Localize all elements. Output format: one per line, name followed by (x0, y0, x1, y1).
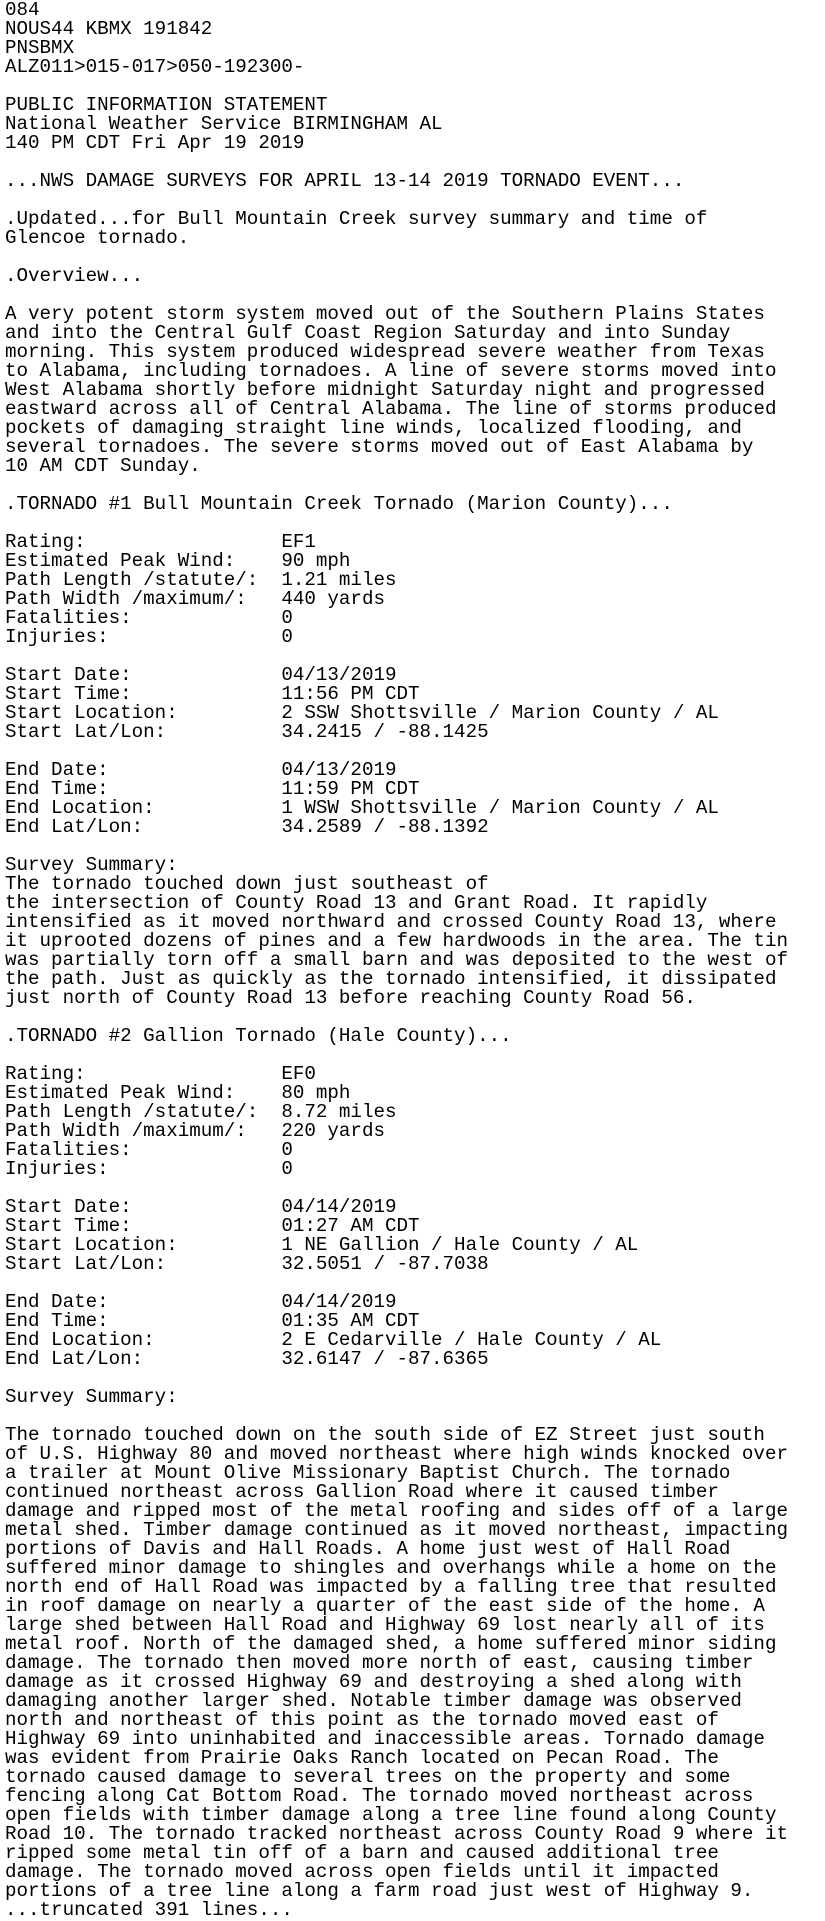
text-line: Start Time: 01:27 AM CDT (5, 1215, 420, 1237)
text-line: Injuries: 0 (5, 1158, 293, 1180)
text-line: several tornadoes. The severe storms moved out of East Alabama by (5, 436, 754, 458)
text-line: was partially torn off a small barn and was deposited to the west of (5, 949, 788, 971)
text-line: 084 (5, 0, 40, 21)
text-line: morning. This system produced widespread severe weather from Texas (5, 341, 765, 363)
text-line: National Weather Service BIRMINGHAM AL (5, 113, 443, 135)
text-line: West Alabama shortly before midnight Saturday night and progressed (5, 379, 765, 401)
text-line: Estimated Peak Wind: 80 mph (5, 1082, 351, 1104)
text-line: in roof damage on nearly a quarter of the east side of the home. A (5, 1595, 765, 1617)
text-line: Start Location: 1 NE Gallion / Hale County / AL (5, 1234, 639, 1256)
text-line: End Date: 04/13/2019 (5, 759, 397, 781)
text-line: ALZ011>015-017>050-192300- (5, 56, 305, 78)
text-line: Fatalities: 0 (5, 1139, 293, 1161)
text-line: Path Length /statute/: 8.72 miles (5, 1101, 397, 1123)
text-line: End Time: 11:59 PM CDT (5, 778, 420, 800)
text-line: north end of Hall Road was impacted by a falling tree that resulted (5, 1576, 777, 1598)
text-line: damage. The tornado moved across open fields until it impacted (5, 1861, 719, 1883)
text-line: eastward across all of Central Alabama. The line of storms produced (5, 398, 777, 420)
text-line: Start Date: 04/14/2019 (5, 1196, 397, 1218)
text-line: .TORNADO #1 Bull Mountain Creek Tornado (Marion County)... (5, 493, 673, 515)
text-line: damaging another larger shed. Notable timber damage was observed (5, 1690, 742, 1712)
text-line: The tornado touched down just southeast of (5, 873, 489, 895)
text-line: continued northeast across Gallion Road where it caused timber (5, 1481, 719, 1503)
text-line: metal roof. North of the damaged shed, a home suffered minor siding (5, 1633, 777, 1655)
text-line: was evident from Prairie Oaks Ranch located on Pecan Road. The (5, 1747, 719, 1769)
text-line: Path Width /maximum/: 440 yards (5, 588, 385, 610)
text-line: End Lat/Lon: 34.2589 / -88.1392 (5, 816, 489, 838)
text-line: .TORNADO #2 Gallion Tornado (Hale County)... (5, 1025, 512, 1047)
text-line: fencing along Cat Bottom Road. The tornado moved northeast across (5, 1785, 754, 1807)
text-line: NOUS44 KBMX 191842 (5, 18, 213, 40)
text-line: Rating: EF1 (5, 531, 316, 553)
text-line: End Location: 1 WSW Shottsville / Marion County / AL (5, 797, 719, 819)
text-line: open fields with timber damage along a tree line found along County (5, 1804, 777, 1826)
text-line: 10 AM CDT Sunday. (5, 455, 201, 477)
text-line: End Time: 01:35 AM CDT (5, 1310, 420, 1332)
text-line: suffered minor damage to shingles and overhangs while a home on the (5, 1557, 777, 1579)
text-line: Survey Summary: (5, 1386, 178, 1408)
text-line: intensified as it moved northward and crossed County Road 13, where (5, 911, 777, 933)
text-line: End Location: 2 E Cedarville / Hale County / AL (5, 1329, 662, 1351)
text-line: to Alabama, including tornadoes. A line of severe storms moved into (5, 360, 777, 382)
text-line: Path Length /statute/: 1.21 miles (5, 569, 397, 591)
text-line: .Overview... (5, 265, 144, 287)
text-line: Start Lat/Lon: 32.5051 / -87.7038 (5, 1253, 489, 1275)
text-line: ...truncated 391 lines... (5, 1899, 293, 1921)
text-line: The tornado touched down on the south side of EZ Street just south (5, 1424, 765, 1446)
text-line: Estimated Peak Wind: 90 mph (5, 550, 351, 572)
text-line: portions of a tree line along a farm road just west of Highway 9. (5, 1880, 754, 1902)
text-line: Start Location: 2 SSW Shottsville / Marion County / AL (5, 702, 719, 724)
text-line: Start Time: 11:56 PM CDT (5, 683, 420, 705)
text-line: End Date: 04/14/2019 (5, 1291, 397, 1313)
text-line: 140 PM CDT Fri Apr 19 2019 (5, 132, 305, 154)
text-line: damage and ripped most of the metal roofing and sides off of a large (5, 1500, 788, 1522)
text-line: ...NWS DAMAGE SURVEYS FOR APRIL 13-14 2019 TORNADO EVENT... (5, 170, 685, 192)
text-line: ripped some metal tin off of a barn and caused additional tree (5, 1842, 719, 1864)
text-line: just north of County Road 13 before reaching County Road 56. (5, 987, 696, 1009)
text-line: Glencoe tornado. (5, 227, 190, 249)
text-line: End Lat/Lon: 32.6147 / -87.6365 (5, 1348, 489, 1370)
text-line: damage. The tornado then moved more north of east, causing timber (5, 1652, 754, 1674)
text-line: and into the Central Gulf Coast Region Saturday and into Sunday (5, 322, 731, 344)
text-line: A very potent storm system moved out of the Southern Plains States (5, 303, 765, 325)
text-line: PNSBMX (5, 37, 75, 59)
text-line: Survey Summary: (5, 854, 178, 876)
text-line: Rating: EF0 (5, 1063, 316, 1085)
text-line: of U.S. Highway 80 and moved northeast where high winds knocked over (5, 1443, 788, 1465)
text-line: a trailer at Mount Olive Missionary Baptist Church. The tornado (5, 1462, 731, 1484)
text-line: it uprooted dozens of pines and a few hardwoods in the area. The tin (5, 930, 788, 952)
text-line: damage as it crossed Highway 69 and destroying a shed along with (5, 1671, 742, 1693)
text-line: Road 10. The tornado tracked northeast across County Road 9 where it (5, 1823, 788, 1845)
text-line: Start Date: 04/13/2019 (5, 664, 397, 686)
text-line: north and northeast of this point as the tornado moved east of (5, 1709, 719, 1731)
text-line: Fatalities: 0 (5, 607, 293, 629)
text-line: Start Lat/Lon: 34.2415 / -88.1425 (5, 721, 489, 743)
text-line: Highway 69 into uninhabited and inaccessible areas. Tornado damage (5, 1728, 765, 1750)
text-line: portions of Davis and Hall Roads. A home just west of Hall Road (5, 1538, 731, 1560)
text-line: Path Width /maximum/: 220 yards (5, 1120, 385, 1142)
text-line: PUBLIC INFORMATION STATEMENT (5, 94, 328, 116)
text-line: tornado caused damage to several trees on the property and some (5, 1766, 731, 1788)
text-line: the path. Just as quickly as the tornado intensified, it dissipated (5, 968, 777, 990)
text-line: Injuries: 0 (5, 626, 293, 648)
text-line: metal shed. Timber damage continued as it moved northeast, impacting (5, 1519, 788, 1541)
text-line: the intersection of County Road 13 and Grant Road. It rapidly (5, 892, 708, 914)
text-line: .Updated...for Bull Mountain Creek survey summary and time of (5, 208, 708, 230)
text-line: large shed between Hall Road and Highway 69 lost nearly all of its (5, 1614, 765, 1636)
text-line: pockets of damaging straight line winds, localized flooding, and (5, 417, 742, 439)
